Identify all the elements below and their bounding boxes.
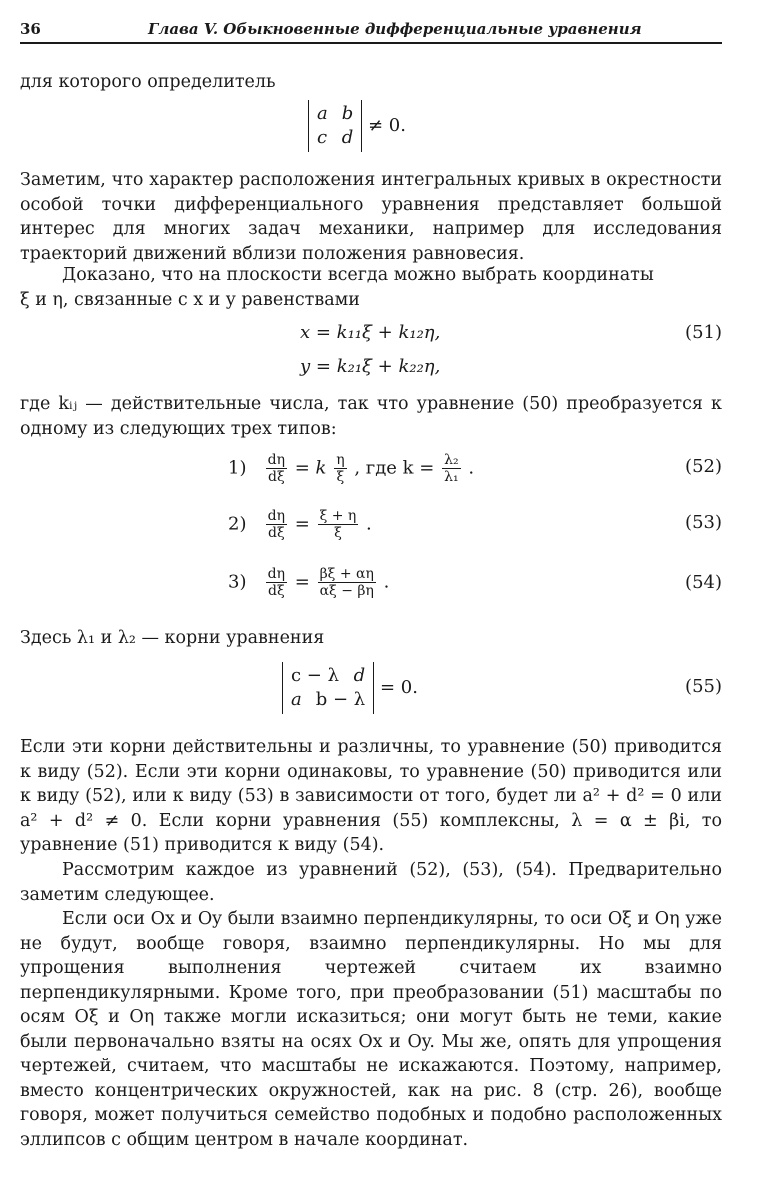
- equation-determinant: a b c d ≠ 0.: [308, 100, 406, 152]
- paragraph-2-line-1-text: Доказано, что на плоскости всегда можно выбрать координаты: [62, 265, 654, 285]
- running-head: [20, 18, 722, 44]
- equation-52-number: (52): [685, 456, 722, 477]
- paragraph-3: где kᵢⱼ — действительные числа, так что уравнение (50) преобразуется к одному из следующих трех типов:: [20, 394, 722, 439]
- equation-51-line-1: x = k₁₁ξ + k₁₂η,: [300, 322, 441, 343]
- intro-line: для которого определитель: [20, 72, 276, 92]
- equation-52: 1) $\frac{d\eta}{d\xi}$ = k $\frac{\eta}{\xi}$ , где k = $\frac{\text{λ₂}}{\text{λ₁}}$ .: [228, 452, 475, 485]
- equation-55-number: (55): [685, 676, 722, 697]
- equation-53: 2) $\frac{d\eta}{d\xi}$ = $\frac{\xi + \eta}{\xi}$ .: [228, 508, 372, 541]
- equation-54: 3) $\frac{d\eta}{d\xi}$ = $\frac{\beta\xi + \alpha\eta}{\alpha\xi - \beta\eta}$ .: [228, 566, 390, 599]
- page-number: 36: [20, 20, 41, 38]
- paragraph-5: Если эти корни действительны и различны, то уравнение (50) приводится к виду (52). Если эти корни одинаковы, то уравнение (50) приводится или к виду (52), или к виду (53) в зависимости от того, будет ли a² + d² = 0 или a² + d² ≠ 0. Если корни уравнения (55) комплексны, λ = α ± βi, то уравнение (51) приводится к виду (54).: [20, 737, 722, 855]
- equation-54-number: (54): [685, 572, 722, 593]
- equation-51-line-2: y = k₂₁ξ + k₂₂η,: [300, 356, 441, 377]
- paragraph-6: Рассмотрим каждое из уравнений (52), (53), (54). Предварительно заметим следующее.: [20, 860, 722, 905]
- paragraph-1: Заметим, что характер расположения интегральных кривых в окрестности особой точки дифференциального уравнения представляет большой интерес для многих задач механики, например для исследования траекторий движений вблизи положения равновесия.: [20, 170, 722, 264]
- equation-53-number: (53): [685, 512, 722, 533]
- paragraph-2-line-2: ξ и η, связанные с x и y равенствами: [20, 290, 360, 310]
- chapter-title: Глава V. Обыкновенные дифференциальные уравнения: [148, 20, 642, 38]
- equation-51-number: (51): [685, 322, 722, 343]
- paragraph-7: Если оси Ox и Oy были взаимно перпендикулярны, то оси Oξ и Oη уже не будут, вообще говоря, взаимно перпендикулярны. Но мы для упрощения выполнения чертежей считаем их взаимно перпендикулярными. Кроме того, при преобразовании (51) масштабы по осям Oξ и Oη также могли исказиться; они могут быть не теми, какие были первоначально взяты на осях Ox и Oy. Мы же, опять для упрощения чертежей, считаем, что масштабы не искажаются. Поэтому, например, вместо концентрических окружностей, как на рис. 8 (стр. 26), вообще говоря, может получиться семейство подобных и подобно расположенных эллипсов с общим центром в начале координат.: [20, 909, 722, 1150]
- paragraph-4: Здесь λ₁ и λ₂ — корни уравнения: [20, 628, 325, 648]
- equation-55: c − λ d a b − λ = 0.: [282, 662, 418, 714]
